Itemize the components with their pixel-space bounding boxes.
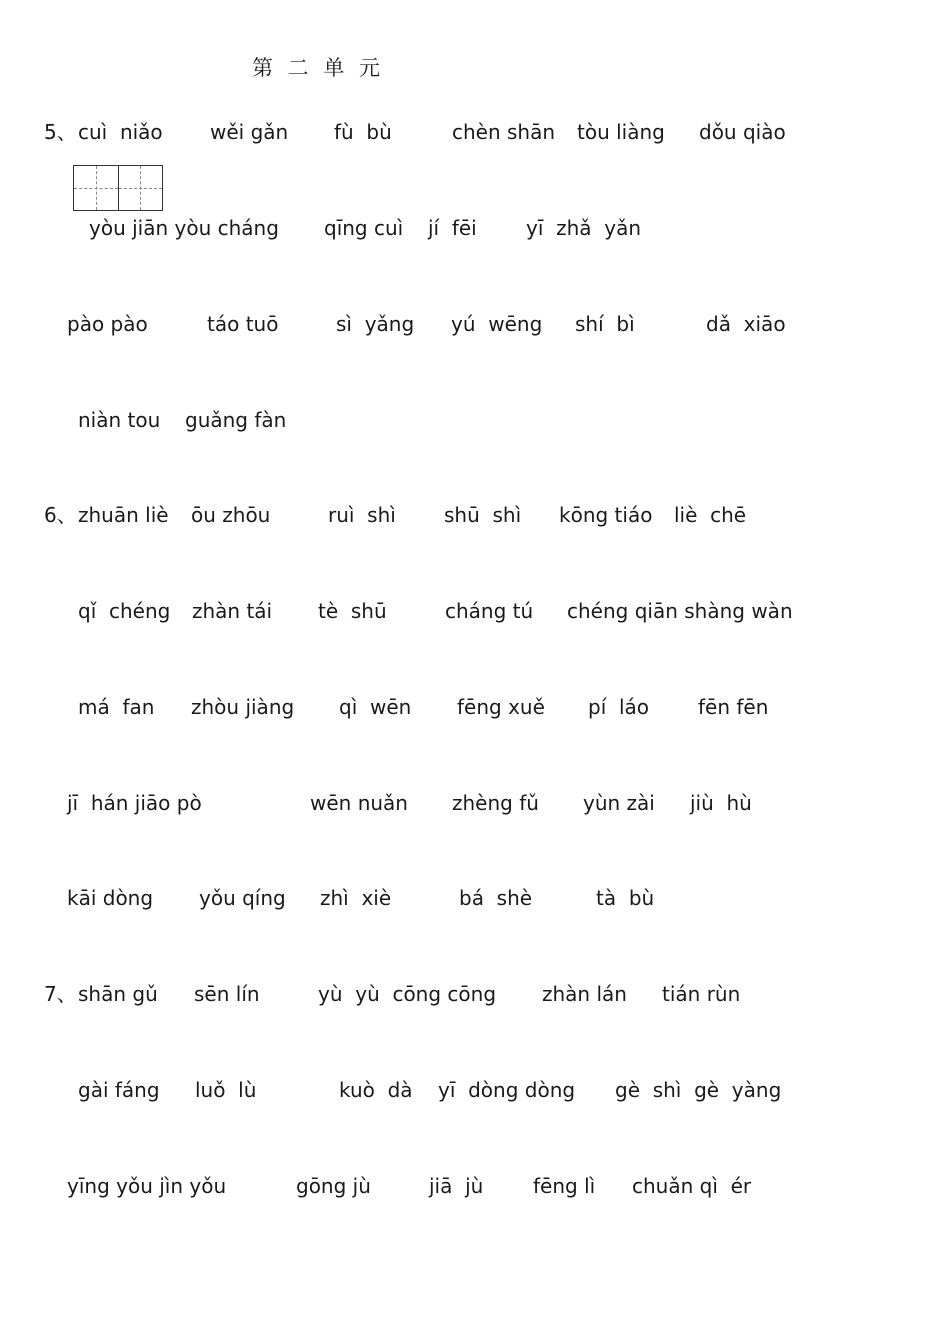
pinyin-word: chéng qiān shàng wàn bbox=[567, 599, 793, 623]
pinyin-word: sēn lín bbox=[194, 982, 260, 1006]
pinyin-word: gōng jù bbox=[296, 1174, 371, 1198]
pinyin-word: yīng yǒu jìn yǒu bbox=[67, 1174, 227, 1198]
pinyin-word: zhèng fǔ bbox=[452, 791, 539, 815]
pinyin-word: bá shè bbox=[459, 886, 533, 910]
pinyin-word: wēn nuǎn bbox=[310, 791, 408, 815]
pinyin-word: pí láo bbox=[588, 695, 650, 719]
pinyin-word: shān gǔ bbox=[78, 982, 158, 1006]
pinyin-word: niàn tou bbox=[78, 408, 161, 432]
pinyin-word: kuò dà bbox=[339, 1078, 413, 1102]
pinyin-word: zhì xiè bbox=[320, 886, 392, 910]
pinyin-word: yǒu qíng bbox=[199, 886, 286, 910]
pinyin-word: shí bì bbox=[575, 312, 635, 336]
writing-grid bbox=[73, 165, 163, 210]
pinyin-word: jiā jù bbox=[429, 1174, 484, 1198]
writing-grid-cell bbox=[73, 165, 119, 211]
pinyin-word: ōu zhōu bbox=[191, 503, 271, 527]
section-number-6: 6、 bbox=[44, 503, 77, 527]
pinyin-word: jī hán jiāo pò bbox=[67, 791, 202, 815]
pinyin-word: cháng tú bbox=[445, 599, 534, 623]
pinyin-word: jiù hù bbox=[690, 791, 752, 815]
pinyin-word: tè shū bbox=[318, 599, 387, 623]
pinyin-word: zhàn lán bbox=[542, 982, 627, 1006]
pinyin-word: dǎ xiāo bbox=[706, 312, 786, 336]
pinyin-word: má fan bbox=[78, 695, 155, 719]
pinyin-word: fù bù bbox=[334, 120, 392, 144]
pinyin-word: qì wēn bbox=[339, 695, 412, 719]
pinyin-word: yī zhǎ yǎn bbox=[526, 216, 642, 240]
pinyin-word: shū shì bbox=[444, 503, 522, 527]
pinyin-word: gài fáng bbox=[78, 1078, 160, 1102]
pinyin-word: yī dòng dòng bbox=[438, 1078, 576, 1102]
pinyin-word: wěi gǎn bbox=[210, 120, 289, 144]
pinyin-word: yòu jiān yòu cháng bbox=[89, 216, 279, 240]
pinyin-word: chuǎn qì ér bbox=[632, 1174, 752, 1198]
pinyin-word: jí fēi bbox=[428, 216, 477, 240]
pinyin-word: táo tuō bbox=[207, 312, 279, 336]
writing-grid-cell bbox=[119, 165, 164, 211]
section-number-5: 5、 bbox=[44, 120, 77, 144]
pinyin-word: cuì niǎo bbox=[78, 120, 163, 144]
pinyin-word: guǎng fàn bbox=[185, 408, 287, 432]
pinyin-word: sì yǎng bbox=[336, 312, 415, 336]
pinyin-word: luǒ lù bbox=[195, 1078, 257, 1102]
pinyin-word: fēng xuě bbox=[457, 695, 545, 719]
pinyin-word: zhòu jiàng bbox=[191, 695, 295, 719]
pinyin-word: ruì shì bbox=[328, 503, 396, 527]
pinyin-word: kāi dòng bbox=[67, 886, 154, 910]
pinyin-word: chèn shān bbox=[452, 120, 556, 144]
pinyin-word: zhàn tái bbox=[192, 599, 273, 623]
pinyin-word: zhuān liè bbox=[78, 503, 169, 527]
pinyin-word: dǒu qiào bbox=[699, 120, 786, 144]
section-number-7: 7、 bbox=[44, 982, 77, 1006]
pinyin-word: gè shì gè yàng bbox=[615, 1078, 782, 1102]
pinyin-word: tián rùn bbox=[662, 982, 741, 1006]
pinyin-word: fēn fēn bbox=[698, 695, 769, 719]
pinyin-word: tòu liàng bbox=[577, 120, 665, 144]
pinyin-word: qǐ chéng bbox=[78, 599, 171, 623]
pinyin-word: yùn zài bbox=[583, 791, 655, 815]
pinyin-word: yú wēng bbox=[451, 312, 543, 336]
pinyin-word: liè chē bbox=[674, 503, 747, 527]
pinyin-word: fēng lì bbox=[533, 1174, 596, 1198]
pinyin-word: tà bù bbox=[596, 886, 655, 910]
pinyin-word: pào pào bbox=[67, 312, 148, 336]
pinyin-word: yù yù cōng cōng bbox=[318, 982, 497, 1006]
pinyin-word: qīng cuì bbox=[324, 216, 404, 240]
page-title: 第 二 单 元 bbox=[252, 56, 385, 80]
pinyin-word: kōng tiáo bbox=[559, 503, 653, 527]
